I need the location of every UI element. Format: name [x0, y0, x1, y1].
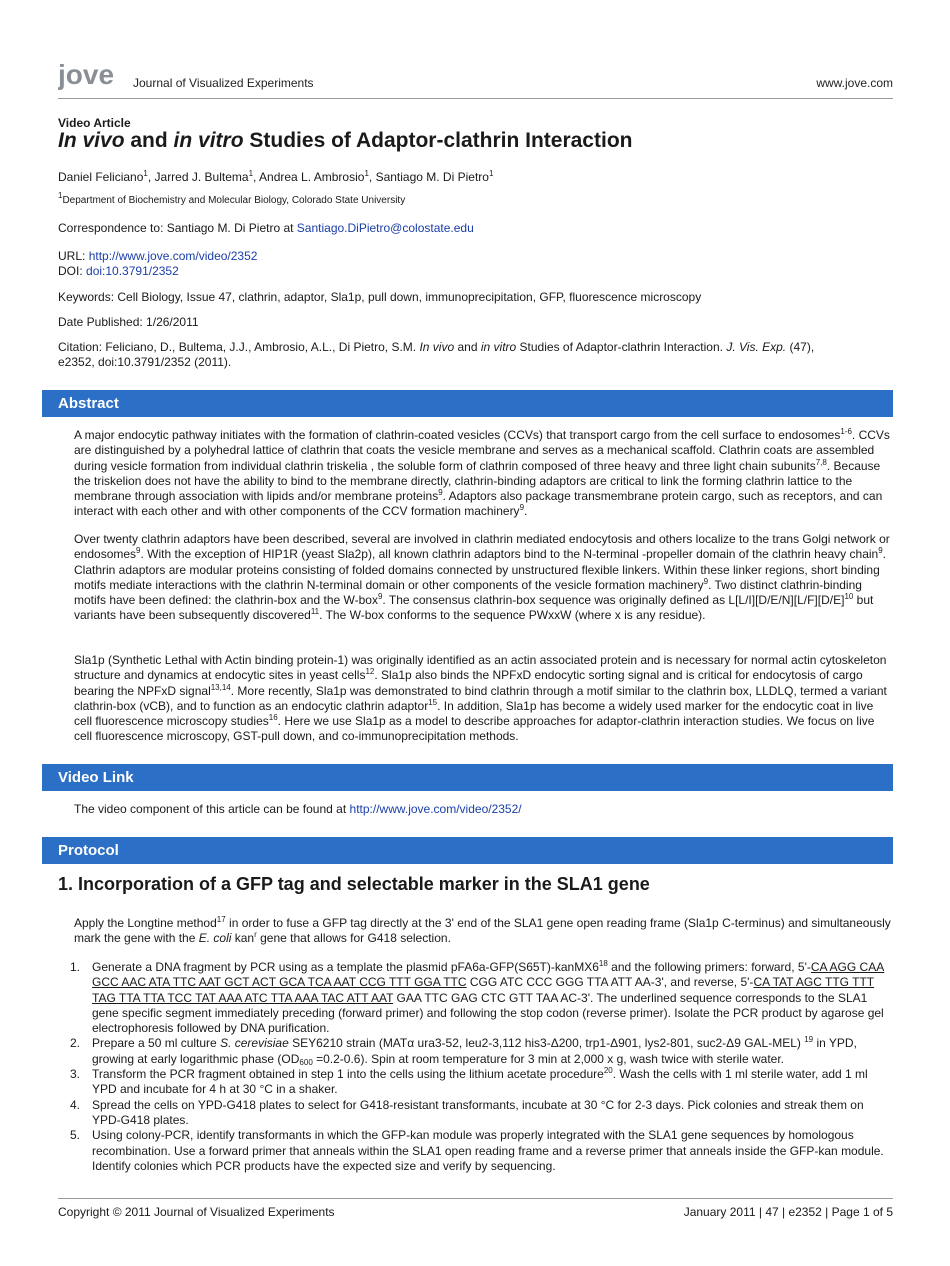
protocol-text: Apply the Longtine method — [74, 916, 217, 930]
title-and: and — [124, 129, 174, 152]
affiliation — [58, 193, 893, 208]
author-sep: , — [147, 170, 155, 184]
list-item — [70, 1067, 892, 1098]
abstract-text: . In addition, Sla1p has become a widely used marker for the endocytic coat in live cell fluorescence microscopy studies — [74, 698, 874, 729]
citation-ref: 20 — [603, 1066, 613, 1076]
citation-and: and — [454, 340, 481, 354]
abstract-text: but variants have been subsequently discovered — [74, 593, 874, 623]
step-text: Spread the cells on YPD-G418 plates to select for G418-resistant transformants, incubate at 30 °C for 2-3 days. Pick colonies and streak them on YPD-G418 plates. — [92, 1097, 864, 1127]
citation-ref: 11 — [310, 607, 320, 617]
abstract-text: . Two distinct clathrin-binding motifs have been defined: the clathrin-box and the W-box — [74, 577, 862, 608]
affiliation-number: 1 — [58, 191, 63, 200]
abstract-text: Sla1p (Synthetic Lethal with Actin binding protein-1) was originally identified as an actin associated protein and is necessary for normal actin cytoskeleton structure and dynamics at endocytic sites in yeast cells — [74, 653, 887, 683]
abstract-text: Over twenty clathrin adaptors have been described, several are involved in clathrin mediated endocytosis and others localize to the trans Golgi network or endosomes — [74, 532, 890, 562]
citation-ref: 13,14 — [210, 682, 231, 692]
primer-sequence-reverse: CA TAT AGC TTG TTT TAG TTA TTA TCC TAT AAA ATC TTA AAA TAC ATT AAT — [92, 975, 875, 1005]
step-text: . Wash the cells with 1 ml sterile water, add 1 ml YPD and incubate for 4 h at 30 °C in a shaker. — [92, 1067, 868, 1097]
author-aff: 1 — [488, 169, 494, 178]
title-in-vivo: In vivo — [58, 129, 125, 152]
correspondence — [58, 221, 893, 236]
video-url-link[interactable]: http://www.jove.com/video/2352/ — [349, 802, 522, 816]
article-title — [58, 128, 893, 154]
step-text: and the following primers: forward, 5'- — [607, 960, 811, 974]
page-footer — [58, 1198, 893, 1223]
citation-authors: Citation: Feliciano, D., Bultema, J.J., Ambrosio, A.L., Di Pietro, S.M. — [58, 340, 420, 354]
list-item — [70, 1098, 892, 1129]
author: Santiago M. Di Pietro — [375, 170, 489, 184]
date-published: Date Published: 1/26/2011 — [58, 315, 199, 329]
citation-doi: e2352, doi:10.3791/2352 (2011). — [58, 355, 232, 369]
affiliation-text: Department of Biochemistry and Molecular Biology, Colorado State University — [62, 195, 406, 206]
protocol-text: gene that allows for G418 selection. — [256, 931, 451, 946]
abstract-text: . More recently, Sla1p was demonstrated to bind clathrin through a motif similar to the clathrin box, LLDLQ, termed a variant clathrin-box (vCB), and to function as an endocytic clathrin adaptor — [74, 683, 887, 713]
abstract-text: . Sla1p also binds the NPFxD endocytic sorting signal and is critical for endocytosis of cargo bearing the NPFxD signal — [74, 668, 863, 698]
list-number: 3. — [70, 1067, 81, 1082]
citation-ref: 17 — [216, 915, 226, 924]
citation-ref: 9 — [519, 503, 525, 513]
citation-ref: 9 — [136, 546, 141, 556]
video-link-paragraph — [74, 802, 892, 817]
abstract-text: . — [524, 504, 528, 519]
video-link-text: The video component of this article can be found at — [74, 802, 350, 816]
protocol-step-list — [70, 960, 892, 1174]
abstract-text: A major endocytic pathway initiates with the formation of clathrin-coated vesicles (CCVs) that transport cargo from the cell surface to endosomes — [74, 428, 841, 442]
doi-link[interactable]: doi:10.3791/2352 — [86, 264, 179, 278]
author-aff: 1 — [364, 169, 369, 178]
step-text: Generate a DNA fragment by PCR using as a template the plasmid pFA6a-GFP(S65T)-kanMX6 — [92, 960, 599, 974]
site-url[interactable]: www.jove.com — [816, 76, 893, 90]
abstract-text: . With the exception of HIP1R (yeast Sla2p), all known clathrin adaptors bind to the N-terminal -propeller domain of the clathrin heavy chain — [140, 547, 879, 562]
correspondence-email-link[interactable]: Santiago.DiPietro@colostate.edu — [296, 221, 474, 235]
article-url-link[interactable]: http://www.jove.com/video/2352 — [88, 249, 258, 263]
citation-ref: 9 — [703, 576, 709, 586]
author-sep: , — [253, 170, 260, 184]
step-text: GAA TTC GAG CTC GTT TAA AC-3'. The underlined sequence corresponds to the SLA1 gene specific segment immediately preceding (forward primer) and following the stop codon (reverse primer). Isolate the PCR product by agarose gel electrophoresis followed by DNA purification. — [92, 990, 884, 1036]
abstract-text: . The W-box conforms to the sequence PWxxW (where x is any residue). — [319, 608, 706, 623]
citation-ref: 18 — [598, 959, 608, 968]
abstract-paragraph-1 — [74, 428, 892, 520]
primer-sequence-forward: CA AGG CAA GCC AAC ATA TTC AAT GCT ACT GCA TCA AAT CCG TTT GGA TTC — [92, 960, 885, 990]
author-sep: , — [368, 170, 376, 184]
protocol-step-heading: 1. Incorporation of a GFP tag and selectable marker in the SLA1 gene — [58, 874, 650, 894]
doi-label: DOI: — [58, 264, 87, 278]
page-header — [58, 58, 893, 99]
step-text: SEY6210 strain (MATα ura3-52, leu2-3,112 his3-Δ200, trp1-Δ901, lys2-801, suc2-Δ9 GAL-MEL) — [288, 1036, 805, 1051]
logo-text: jove — [58, 60, 115, 90]
abstract-text: . Adaptors also package transmembrane protein cargo, such as receptors, and can interact with each other and with other components of the CCV formation machinery — [74, 489, 883, 519]
protocol-heading-text: Protocol — [58, 842, 119, 859]
list-item — [70, 960, 892, 1036]
citation-ref: 16 — [268, 713, 278, 723]
list-number: 4. — [70, 1097, 81, 1112]
citation-ref: 15 — [428, 697, 438, 707]
step-text: CGG ATC CCC GGG TTA ATT AA-3', and reverse, 5'- — [466, 975, 754, 990]
abstract-heading-text: Abstract — [58, 395, 119, 412]
url-line — [58, 249, 893, 264]
citation-issue: (47), — [786, 340, 815, 354]
citation-journal: J. Vis. Exp. — [726, 340, 787, 354]
list-item — [70, 1036, 892, 1067]
citation-ref: 10 — [844, 592, 854, 602]
keywords: Keywords: Cell Biology, Issue 47, clathrin, adaptor, Sla1p, pull down, immunoprecipitation, GFP, fluorescence microscopy — [58, 290, 702, 304]
list-number: 5. — [70, 1128, 81, 1143]
citation-ref: 9 — [438, 488, 443, 498]
species-name: S. cerevisiae — [220, 1036, 289, 1051]
abstract-text: . The consensus clathrin-box sequence was originally defined as L[L/I][D/E/N][L/F][D/E] — [382, 593, 845, 608]
protocol-text: in order to fuse a GFP tag directly at the 3' end of the SLA1 gene open reading frame (Sla1p C-terminus) and simultaneously mark the gene with the — [74, 916, 891, 946]
list-number: 1. — [70, 960, 81, 974]
protocol-intro — [74, 916, 892, 947]
abstract-paragraph-3 — [74, 653, 892, 745]
step-text: Prepare a 50 ml culture — [92, 1036, 221, 1051]
citation-ref: 7,8 — [815, 457, 827, 467]
citation-in-vitro: in vitro — [480, 340, 517, 354]
copyright: Copyright © 2011 Journal of Visualized Experiments — [58, 1205, 335, 1219]
step-text: =0.2-0.6). Spin at room temperature for 3 min at 2,000 x g, wash twice with sterile water. — [312, 1051, 784, 1066]
title-in-vitro: in vitro — [173, 129, 244, 152]
author-list — [58, 170, 893, 185]
author: Andrea L. Ambrosio — [259, 170, 365, 184]
correspondence-label: Correspondence to: Santiago M. Di Pietro at — [58, 221, 297, 235]
abstract-text: . CCVs are distinguished by a polyhedral lattice of clathrin that coats the vesicle membrane and serves as a mechanical scaffold. Clathrin coats are assembled during vesicle formation from individual clathrin triskelia , the soluble form of clathrin composed of three heavy and three light chain subunits — [74, 428, 890, 473]
citation-ref: 19 — [804, 1035, 814, 1045]
abstract-heading — [42, 390, 893, 417]
step-text: Using colony-PCR, identify transformants in which the GFP-kan module was properly integrated with the SLA1 gene sequences by homologous recombination. Use a forward primer that anneals within the SLA1 open reading frame and a reverse primer that anneals inside the GFP-kan module. Identify colonies which PCR products have the expected size and verify by sequencing. — [92, 1128, 884, 1173]
journal-name: Journal of Visualized Experiments — [133, 76, 314, 90]
citation-in-vivo: In vivo — [419, 340, 455, 354]
step-text: in YPD, growing at early logarithmic phase (OD — [92, 1036, 857, 1066]
list-number: 2. — [70, 1036, 81, 1051]
abstract-text: . Because the triskelion does not have the ability to bind to the membrane directly, clathrin-binding adaptors are critical to link the forming clathrin lattice to the membrane through association with lipids and/or membrane proteins — [74, 458, 881, 504]
citation-title: Studies of Adaptor-clathrin Interaction. — [516, 340, 727, 354]
citation-ref: 1-6 — [840, 427, 852, 436]
jove-logo — [58, 60, 126, 96]
abstract-text: . Clathrin adaptors are modular proteins consisting of folded domains connected by unstructured flexible linkers. Within these linker regions, short binding motifs mediate interactions with the clathrin N-terminal domain or other components of the vesicle formation machinery — [74, 547, 887, 592]
superscript: r — [254, 930, 257, 940]
video-link-heading-text: Video Link — [58, 769, 134, 786]
subscript: 600 — [299, 1057, 313, 1067]
citation-ref: 9 — [878, 546, 883, 556]
article-type: Video Article — [58, 116, 131, 130]
abstract-text: . Here we use Sla1p as a model to describe approaches for adaptor-clathrin interaction studies. We focus on live cell fluorescence microscopy, GST-pull down, and co-immunoprecipitation methods. — [74, 714, 875, 744]
url-label: URL: — [58, 249, 89, 263]
author: Jarred J. Bultema — [154, 170, 249, 184]
title-rest: Studies of Adaptor-clathrin Interaction — [243, 129, 633, 152]
doi-line — [58, 264, 893, 279]
protocol-text: kan — [231, 931, 255, 946]
citation-ref: 12 — [365, 667, 375, 677]
video-link-heading — [42, 764, 893, 791]
author-aff: 1 — [143, 169, 148, 178]
citation — [58, 340, 893, 370]
list-item — [70, 1128, 892, 1174]
protocol-heading — [42, 837, 893, 864]
page-info: January 2011 | 47 | e2352 | Page 1 of 5 — [683, 1205, 893, 1219]
author: Daniel Feliciano — [58, 170, 144, 184]
species-name: E. coli — [198, 931, 232, 946]
author-aff: 1 — [248, 169, 254, 178]
abstract-paragraph-2 — [74, 532, 892, 624]
citation-ref: 9 — [377, 592, 383, 602]
step-text: Transform the PCR fragment obtained in step 1 into the cells using the lithium acetate procedure — [92, 1067, 604, 1082]
